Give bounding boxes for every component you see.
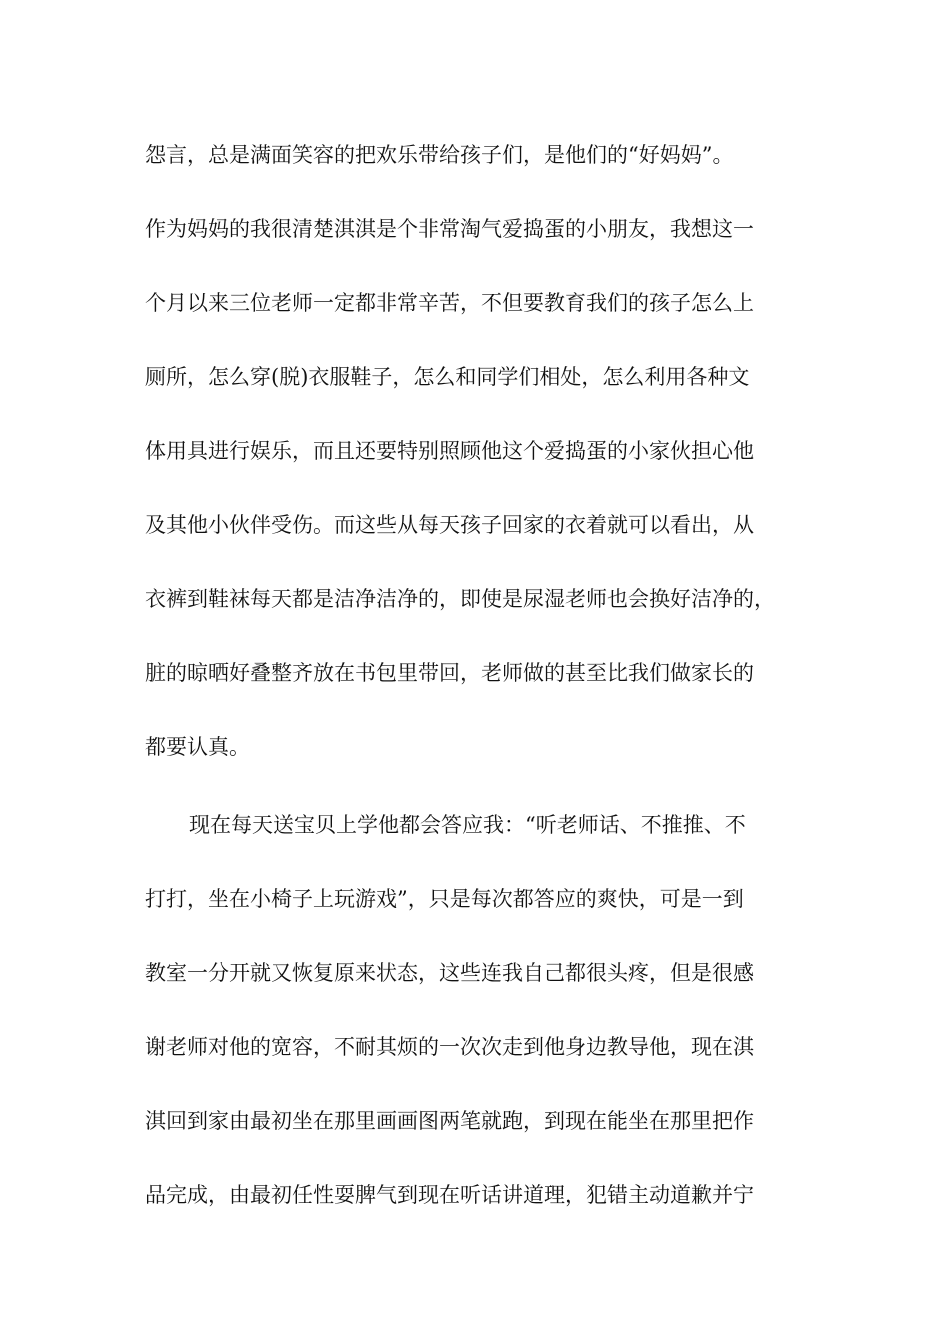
text-line: 教室一分开就又恢复原来状态，这些连我自己都很头疼，但是很感 bbox=[145, 961, 754, 985]
text-line: 都要认真。 bbox=[145, 735, 250, 759]
text-line: 体用具进行娱乐，而且还要特别照顾他这个爱捣蛋的小家伙担心他 bbox=[145, 439, 754, 463]
text-line: 及其他小伙伴受伤。而这些从每天孩子回家的衣着就可以看出，从 bbox=[145, 513, 754, 537]
text-line: 厕所，怎么穿(脱)衣服鞋子，怎么和同学们相处，怎么利用各种文 bbox=[145, 365, 750, 389]
text-line: 衣裤到鞋袜每天都是洁净洁净的，即使是尿湿老师也会换好洁净的， bbox=[145, 587, 775, 611]
paragraph-first-line: 现在每天送宝贝上学他都会答应我：“听老师话、不推推、不 bbox=[189, 813, 746, 837]
text-line: 怨言，总是满面笑容的把欢乐带给孩子们，是他们的“好妈妈”。 bbox=[145, 143, 734, 167]
text-line: 谢老师对他的宽容，不耐其烦的一次次走到他身边教导他，现在淇 bbox=[145, 1035, 754, 1059]
text-line: 个月以来三位老师一定都非常辛苦，不但要教育我们的孩子怎么上 bbox=[145, 291, 754, 315]
text-line: 淇回到家由最初坐在那里画画图两笔就跑，到现在能坐在那里把作 bbox=[145, 1109, 754, 1133]
text-line: 打打，坐在小椅子上玩游戏”，只是每次都答应的爽快，可是一到 bbox=[145, 887, 744, 911]
text-line: 脏的晾晒好叠整齐放在书包里带回，老师做的甚至比我们做家长的 bbox=[145, 661, 754, 685]
text-line: 作为妈妈的我很清楚淇淇是个非常淘气爱捣蛋的小朋友，我想这一 bbox=[145, 217, 754, 241]
text-line: 品完成，由最初任性耍脾气到现在听话讲道理，犯错主动道歉并宁 bbox=[145, 1183, 754, 1207]
